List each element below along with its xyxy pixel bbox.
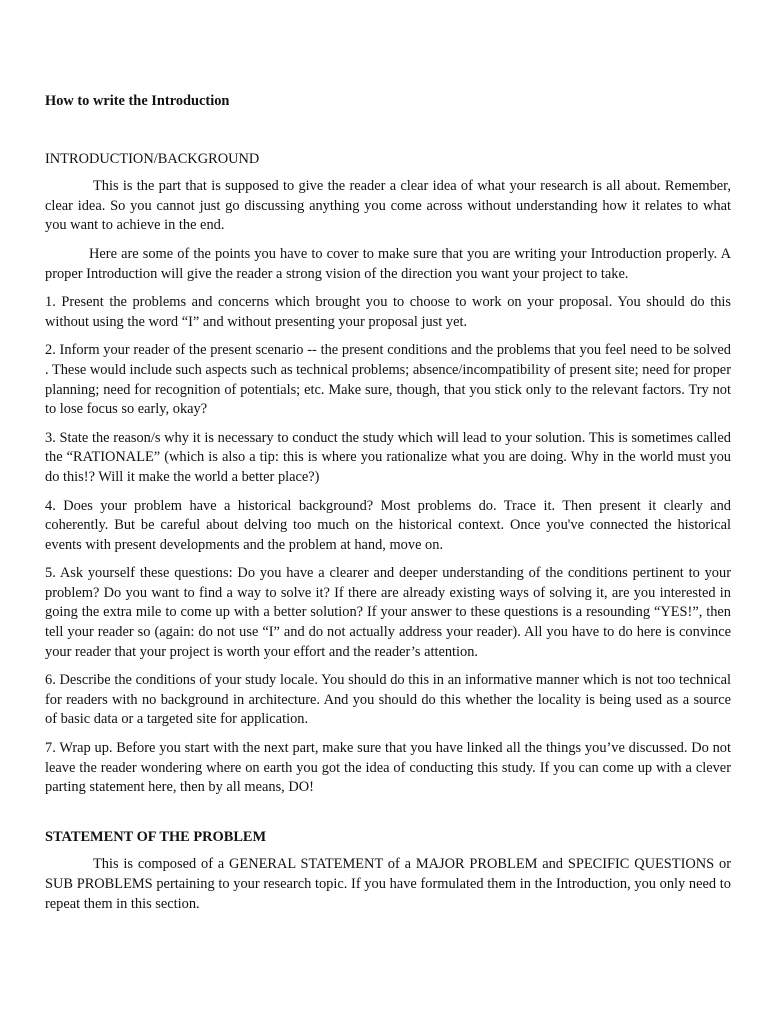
point-item: 2. Inform your reader of the present scenario -- the present conditions and the problems that you feel need to be solved . These would include such aspects such as technical problems; absence/incompatibility of present site; need for proper planning; need for recognition of potentials; etc. Make sure, though, that you stick only to the relevant factors. Try not to lose focus so early, okay? — [45, 342, 731, 418]
point-item: 7. Wrap up. Before you start with the next part, make sure that you have linked all the things you’ve discussed. Do not leave the reader wondering where on earth you got the idea of conducting this study. If you can come up with a clever parting statement here, then by all means, DO! — [45, 740, 731, 796]
point-item: 1. Present the problems and concerns which brought you to choose to work on your proposal. You should do this without using the word “I” and without presenting your proposal just yet. — [45, 294, 731, 330]
point-item: 6. Describe the conditions of your study locale. You should do this in an informative manner which is not too technical for readers with no background in architecture. And you should do this whether the locality is being used as a source of basic data or a targeted site for application. — [45, 672, 731, 728]
section-heading-problem: STATEMENT OF THE PROBLEM — [45, 828, 267, 845]
document-title: How to write the Introduction — [45, 93, 230, 109]
intro-paragraph: This is the part that is supposed to give the reader a clear idea of what your research is all about. Remember, clear idea. So you cannot just go discussing anything you come across without understanding how it relates to what you want to achieve in the end. — [45, 178, 731, 234]
document-page — [45, 92, 731, 923]
intro-paragraph: Here are some of the points you have to cover to make sure that you are writing your Introduction properly. A proper Introduction will give the reader a strong vision of the direction you want your project to take. — [45, 245, 731, 282]
point-item: 3. State the reason/s why it is necessary to conduct the study which will lead to your solution. This is sometimes called the “RATIONALE” (which is also a tip: this is where you rationalize what you are doing. Why in the world must you do this!? Will it make the world a better place?) — [45, 429, 731, 485]
problem-paragraph: This is composed of a GENERAL STATEMENT of a MAJOR PROBLEM and SPECIFIC QUESTIONS or SUB PROBLEMS pertaining to your research topic. If you have formulated them in the Introduction, you only need to repeat them in this section. — [45, 856, 731, 912]
point-item: 5. Ask yourself these questions: Do you have a clearer and deeper understanding of the conditions pertinent to your problem? Do you want to find a way to solve it? If there are already existing ways of solving it, are you interested in going the extra mile to come up with a better solution? If your answer to these questions is a resounding “YES!”, then tell your reader so (again: do not use “I” and do not actually address your reader). All you have to do here is convince your reader that your project is worth your effort and the reader’s attention. — [45, 565, 731, 660]
section-heading-introduction: INTRODUCTION/BACKGROUND — [45, 150, 260, 167]
point-item: 4. Does your problem have a historical background? Most problems do. Trace it. Then present it clearly and coherently. But be careful about delving too much on the historical context. Once you've connected the historical events with present developments and the problem at hand, move on. — [45, 497, 731, 553]
